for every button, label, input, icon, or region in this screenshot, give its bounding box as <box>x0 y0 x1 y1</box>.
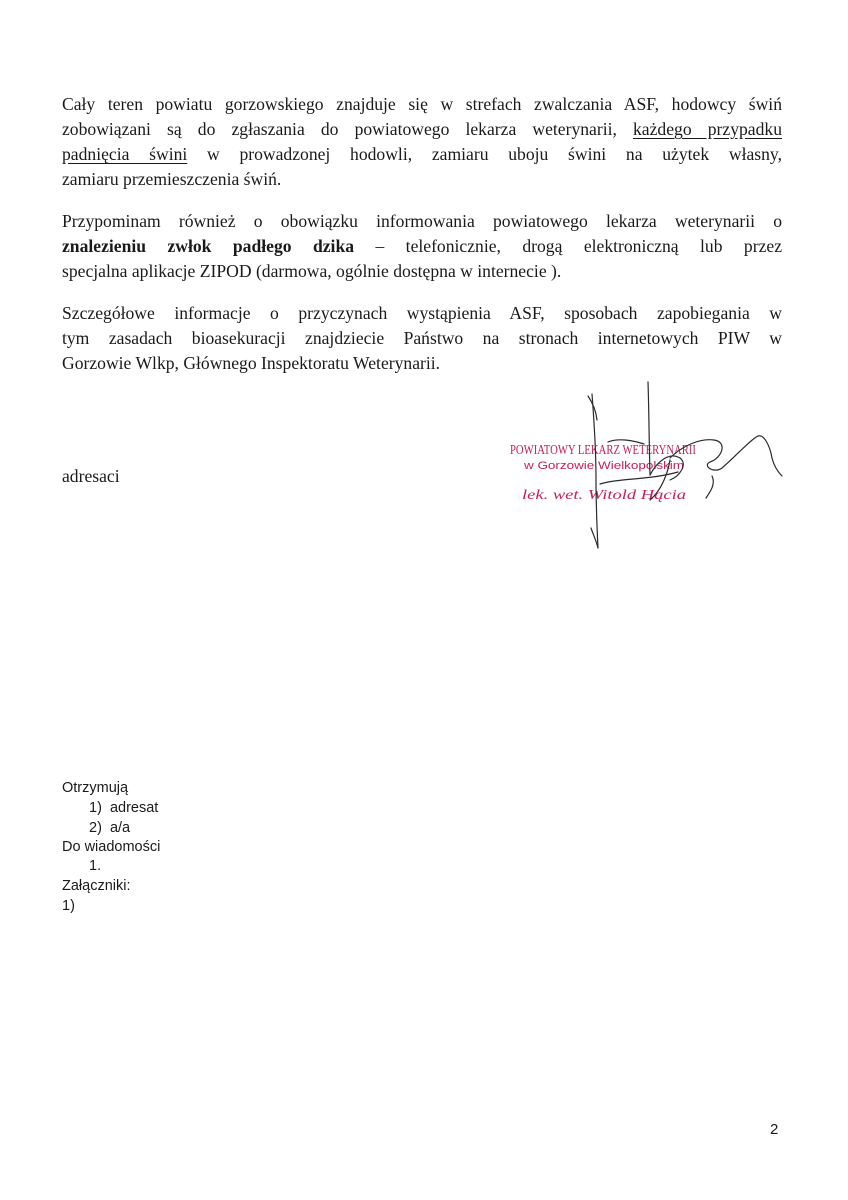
paragraph-line: specjalna aplikacje ZIPOD (darmowa, ogólnie dostępna w internecie ). <box>62 261 562 281</box>
paragraph-line: znalezieniu zwłok padłego dzika – telefonicznie, drogą elektroniczną lub przez <box>62 236 782 256</box>
page-number: 2 <box>770 1121 779 1138</box>
attachments-label: Załączniki: <box>62 878 131 894</box>
paragraph-asf-zones <box>62 92 782 192</box>
paragraph-boar-reporting <box>62 209 782 284</box>
receiver-item: 2) a/a <box>89 820 131 836</box>
cc-item: 1. <box>89 858 106 874</box>
paragraph-line: tym zasadach bioasekuracji znajdziecie Państwo na stronach internetowych PIW w <box>62 328 782 348</box>
stamp-city: w Gorzowie Wielkopolskim <box>522 460 684 472</box>
receivers-label: Otrzymują <box>62 780 129 796</box>
underlined-phrase: padnięcia świni <box>62 144 188 164</box>
paragraph-line: zamiaru przemieszczenia świń. <box>62 169 282 189</box>
cc-label: Do wiadomości <box>62 839 161 855</box>
stamp-name: lek. wet. Witold Hącia <box>522 488 686 503</box>
underlined-phrase: każdego przypadku <box>633 119 782 139</box>
stamp-title: POWIATOWY LEKARZ WETERYNARII <box>510 442 697 457</box>
paragraph-line: Przypominam również o obowiązku informowania powiatowego lekarza weterynarii o <box>62 211 782 231</box>
attachment-item: 1) <box>62 898 75 914</box>
paragraph-line: Cały teren powiatu gorzowskiego znajduje się w strefach zwalczania ASF, hodowcy świń <box>62 94 782 114</box>
paragraph-more-info <box>62 301 782 376</box>
paragraph-line: zobowiązani są do zgłaszania do powiatowego lekarza weterynarii, każdego przypadku <box>62 119 782 139</box>
paragraph-line: padnięcia świni w prowadzonej hodowli, zamiaru uboju świni na użytek własny, <box>62 144 782 164</box>
paragraph-line: Gorzowie Wlkp, Głównego Inspektoratu Weterynarii. <box>62 353 441 373</box>
signature-stamp <box>500 380 800 560</box>
addressees-label: adresaci <box>62 466 120 486</box>
receiver-item: 1) adresat <box>89 800 159 816</box>
paragraph-line: Szczegółowe informacje o przyczynach wystąpienia ASF, sposobach zapobiegania w <box>62 303 782 323</box>
bold-phrase: znalezieniu zwłok padłego dzika <box>62 236 355 256</box>
